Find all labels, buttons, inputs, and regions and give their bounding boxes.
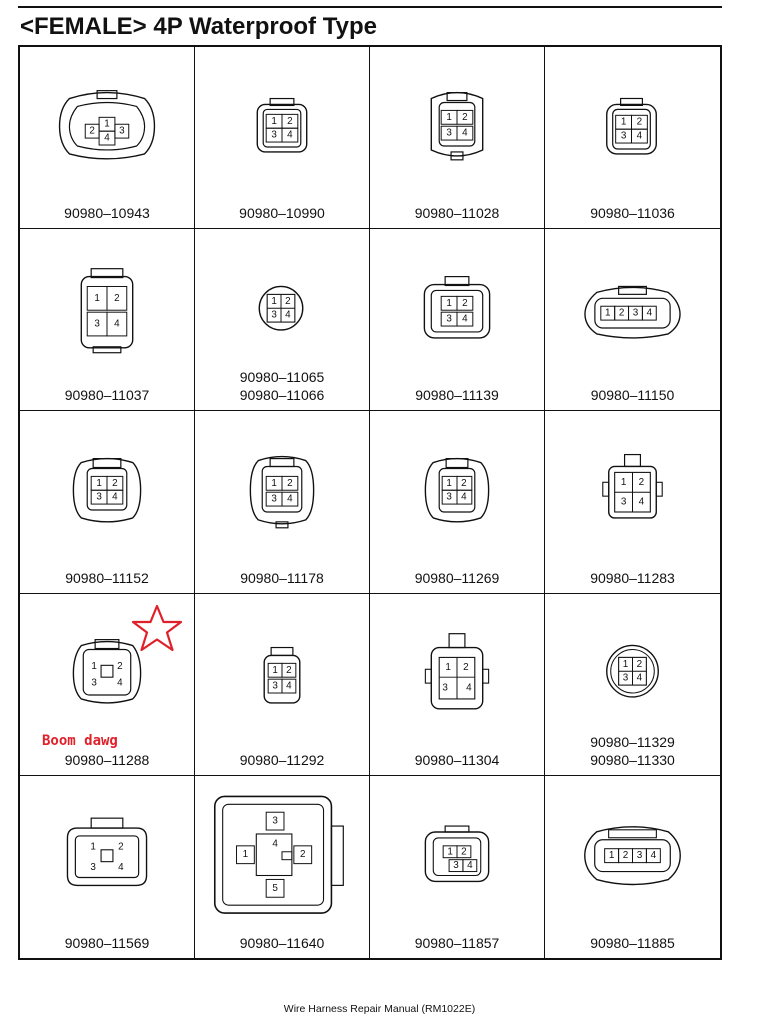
pin-4-label: 4 — [467, 859, 473, 871]
connector-diagram — [195, 47, 369, 228]
pin-2-label: 2 — [462, 111, 468, 123]
part-number: 90980–11640 — [239, 934, 325, 951]
part-number-labels — [20, 204, 194, 222]
pin-1-label: 1 — [90, 841, 96, 853]
page-title: <FEMALE> 4P Waterproof Type — [20, 13, 377, 40]
pin-1-label: 1 — [94, 293, 100, 305]
pin-4-label: 4 — [461, 492, 467, 504]
pin-2-label: 2 — [638, 477, 645, 489]
connector-cell — [370, 229, 545, 411]
part-number: 90980–11139 — [415, 387, 499, 404]
pin-4-label: 4 — [462, 313, 468, 325]
pin-2-label: 2 — [300, 849, 306, 861]
part-number-labels — [545, 733, 720, 769]
part-number: 90980–11569 — [64, 934, 150, 951]
pin-1-label: 1 — [446, 111, 452, 123]
pin-3-label: 3 — [271, 494, 277, 506]
pin-4-label: 4 — [285, 309, 291, 321]
part-number: 90980–11065 — [239, 369, 325, 386]
top-rule — [18, 6, 722, 8]
part-number-labels — [370, 386, 544, 404]
part-number-labels — [20, 934, 194, 952]
pin-1-label: 1 — [242, 849, 249, 861]
star-outline-icon — [127, 603, 187, 655]
part-number: 90980–10943 — [64, 205, 150, 222]
part-number-labels — [545, 569, 720, 587]
pin-3-label: 3 — [622, 672, 629, 684]
page-footer: Wire Harness Repair Manual (RM1022E) — [283, 1003, 476, 1015]
part-number: 90980–11283 — [590, 569, 675, 586]
connector-grid — [18, 45, 722, 960]
part-number: 90980–11329 — [590, 733, 675, 750]
pin-4-label: 4 — [272, 838, 278, 850]
pin-2-label: 2 — [461, 478, 467, 490]
connector-diagram — [370, 229, 544, 410]
pin-4-label: 4 — [462, 127, 468, 139]
pin-1-label: 1 — [271, 115, 277, 127]
connector-cell — [20, 47, 195, 229]
pin-3-label: 3 — [636, 849, 643, 861]
pin-3-label: 3 — [632, 307, 639, 319]
pin-2-label: 2 — [285, 295, 291, 307]
pin-3-label: 3 — [620, 130, 627, 142]
pin-4-label: 4 — [638, 496, 645, 508]
connector-cell — [195, 229, 370, 411]
part-number: 90980–11036 — [590, 205, 675, 222]
connector-diagram — [370, 47, 544, 228]
pin-1-label: 1 — [622, 658, 629, 670]
pin-3-label: 3 — [453, 859, 459, 871]
pin-3-label: 3 — [272, 680, 278, 692]
part-number: 90980–11857 — [414, 934, 500, 951]
connector-cell — [545, 411, 720, 593]
pin-3-label: 3 — [96, 492, 102, 504]
pin-3-label: 3 — [94, 318, 100, 330]
connector-cell — [370, 47, 545, 229]
connector-diagram — [20, 229, 194, 410]
connector-diagram — [195, 594, 369, 775]
part-number: 90980–11304 — [414, 751, 500, 768]
part-number: 90980–11269 — [414, 569, 500, 586]
part-number-labels — [20, 751, 194, 769]
connector-cell — [195, 776, 370, 958]
part-number-labels — [370, 569, 544, 587]
pin-1-label: 1 — [446, 297, 452, 309]
connector-diagram — [545, 776, 720, 958]
pin-3-label: 3 — [446, 313, 452, 325]
connector-cell — [370, 411, 545, 593]
pin-4-label: 4 — [114, 318, 120, 330]
pin-4-label: 4 — [287, 129, 293, 141]
pin-2-label: 2 — [89, 125, 95, 137]
pin-4-label: 4 — [650, 849, 657, 861]
pin-1-label: 1 — [91, 660, 97, 672]
part-number: 90980–11037 — [64, 387, 150, 404]
part-number-labels — [195, 204, 369, 222]
pin-2-label: 2 — [463, 661, 469, 673]
part-number: 90980–11066 — [239, 387, 325, 404]
connector-cell — [20, 411, 195, 593]
connector-cell — [370, 594, 545, 776]
pin-3-label: 3 — [90, 861, 96, 873]
part-number: 90980–11288 — [64, 751, 150, 768]
part-number-labels — [20, 386, 194, 404]
pin-4-label: 4 — [286, 680, 292, 692]
part-number: 90980–10990 — [239, 205, 325, 222]
pin-2-label: 2 — [622, 849, 629, 861]
pin-2-label: 2 — [462, 297, 468, 309]
part-number-labels — [195, 368, 369, 404]
pin-1-label: 1 — [271, 478, 277, 490]
connector-diagram — [545, 411, 720, 592]
part-number-labels — [195, 751, 369, 769]
connector-cell — [195, 594, 370, 776]
pin-2-label: 2 — [286, 664, 292, 676]
connector-diagram — [195, 776, 369, 958]
connector-cell — [195, 47, 370, 229]
connector-cell — [545, 776, 720, 958]
connector-cell — [20, 229, 195, 411]
pin-1-label: 1 — [447, 846, 453, 858]
part-number: 90980–11292 — [239, 751, 325, 768]
part-number-labels — [545, 934, 720, 952]
pin-4-label: 4 — [636, 672, 643, 684]
pin-4-label: 4 — [112, 492, 118, 504]
pin-2-label: 2 — [287, 478, 293, 490]
pin-2-label: 2 — [287, 115, 293, 127]
connector-diagram — [195, 411, 369, 592]
pin-1-label: 1 — [445, 661, 451, 673]
pin-5-label: 5 — [272, 882, 278, 894]
part-number: 90980–11178 — [240, 569, 324, 586]
connector-diagram — [545, 229, 720, 410]
pin-1-label: 1 — [104, 118, 110, 130]
connector-diagram — [545, 47, 720, 228]
part-number-labels — [20, 569, 194, 587]
pin-3-label: 3 — [446, 492, 452, 504]
part-number: 90980–11028 — [414, 205, 500, 222]
pin-2-label: 2 — [112, 478, 118, 490]
pin-2-label: 2 — [461, 846, 467, 858]
pin-2-label: 2 — [118, 841, 124, 853]
part-number-labels — [545, 386, 720, 404]
pin-3-label: 3 — [271, 309, 277, 321]
connector-cell — [545, 229, 720, 411]
pin-1-label: 1 — [446, 478, 452, 490]
part-number-labels — [545, 204, 720, 222]
pin-3-label: 3 — [272, 815, 278, 827]
connector-cell — [195, 411, 370, 593]
part-number-labels — [370, 751, 544, 769]
pin-1-label: 1 — [96, 478, 102, 490]
connector-cell — [545, 594, 720, 776]
pin-3-label: 3 — [620, 496, 627, 508]
pin-3-label: 3 — [446, 127, 452, 139]
connector-cell — [20, 776, 195, 958]
pin-3-label: 3 — [271, 129, 277, 141]
connector-diagram — [370, 776, 544, 958]
pin-4-label: 4 — [636, 130, 643, 142]
pin-1-label: 1 — [620, 116, 627, 128]
pin-1-label: 1 — [620, 477, 627, 489]
pin-4-label: 4 — [118, 861, 124, 873]
connector-cell — [545, 47, 720, 229]
pin-3-label: 3 — [442, 682, 448, 694]
part-number: 90980–11150 — [590, 387, 675, 404]
pin-2-label: 2 — [618, 307, 625, 319]
pin-4-label: 4 — [466, 682, 472, 694]
connector-cell — [370, 776, 545, 958]
pin-3-label: 3 — [119, 125, 125, 137]
pin-1-label: 1 — [271, 295, 277, 307]
part-number: 90980–11330 — [590, 751, 675, 768]
pin-1-label: 1 — [604, 307, 611, 319]
connector-diagram — [370, 411, 544, 592]
part-number: 90980–11152 — [65, 569, 149, 586]
connector-diagram — [370, 594, 544, 775]
pin-1-label: 1 — [608, 849, 615, 861]
pin-2-label: 2 — [117, 660, 123, 672]
part-number-labels — [370, 204, 544, 222]
part-number-labels — [195, 934, 369, 952]
pin-2-label: 2 — [114, 293, 120, 305]
handwritten-annotation: Boom dawg — [42, 733, 118, 749]
part-number: 90980–11885 — [590, 934, 675, 951]
connector-diagram — [20, 411, 194, 592]
pin-4-label: 4 — [646, 307, 653, 319]
connector-diagram — [20, 47, 194, 228]
pin-4-label: 4 — [117, 677, 123, 689]
pin-4-label: 4 — [287, 494, 293, 506]
pin-4-label: 4 — [104, 132, 110, 144]
part-number-labels — [370, 934, 544, 952]
part-number-labels — [195, 569, 369, 587]
pin-1-label: 1 — [272, 664, 278, 676]
pin-2-label: 2 — [636, 658, 643, 670]
pin-2-label: 2 — [636, 116, 643, 128]
pin-3-label: 3 — [91, 677, 97, 689]
connector-diagram — [20, 776, 194, 958]
